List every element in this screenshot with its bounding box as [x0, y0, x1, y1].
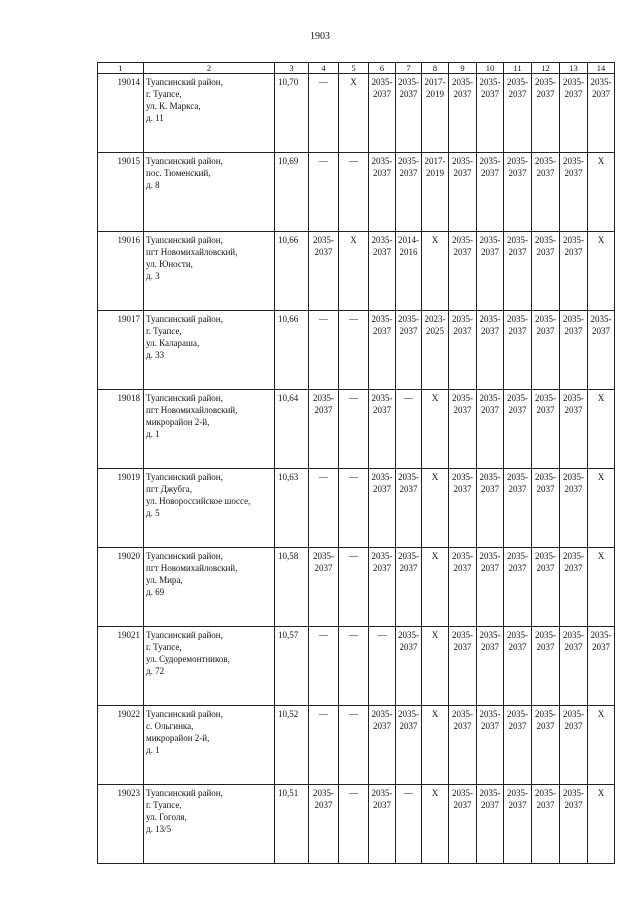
page-number: 1903 [310, 31, 330, 42]
address-cell [144, 627, 275, 706]
table-row [98, 153, 615, 232]
address-line: ул. Юности, [146, 259, 193, 269]
period-cell: 2035-2037 [504, 390, 532, 469]
period-cell: 2035-2037 [588, 627, 615, 706]
period-cell: — [339, 469, 369, 548]
column-header: 8 [422, 63, 449, 74]
period-cell: 2035-2037 [560, 469, 588, 548]
header-row [98, 63, 615, 74]
period-cell: 2035-2037 [477, 785, 504, 864]
period-cell: 2035-2037 [396, 153, 422, 232]
period-cell: 2035-2037 [449, 627, 477, 706]
period-cell: 2035-2037 [477, 153, 504, 232]
area-cell: 10,69 [275, 153, 309, 232]
address-line: г. Туапсе, [146, 326, 182, 336]
table-row [98, 390, 615, 469]
address-line: с. Ольгинка, [146, 721, 194, 731]
address-line: пгт Новомихайловский, [146, 247, 238, 257]
period-cell: — [339, 706, 369, 785]
period-cell: 2035-2037 [449, 311, 477, 390]
register-table [97, 62, 615, 864]
table-row [98, 627, 615, 706]
address-cell [144, 74, 275, 153]
period-cell: 2035-2037 [396, 311, 422, 390]
column-header: 4 [309, 63, 339, 74]
area-cell: 10,57 [275, 627, 309, 706]
period-cell: 2035-2037 [504, 74, 532, 153]
period-cell: 2035-2037 [449, 74, 477, 153]
period-cell: 2035-2037 [369, 390, 396, 469]
column-header: 13 [560, 63, 588, 74]
address-line: д. 3 [146, 271, 160, 281]
period-cell: 2035-2037 [369, 706, 396, 785]
address-line: ул. Гоголя, [146, 812, 187, 822]
period-cell: X [422, 390, 449, 469]
period-cell: — [309, 153, 339, 232]
period-cell: X [588, 469, 615, 548]
table-row [98, 311, 615, 390]
address-line: д. 69 [146, 587, 165, 597]
period-cell: 2035-2037 [477, 469, 504, 548]
row-id: 19014 [98, 74, 144, 153]
period-cell: X [588, 153, 615, 232]
address-line: Туапсинский район, [146, 788, 223, 798]
period-cell: 2035-2037 [477, 232, 504, 311]
period-cell: X [422, 469, 449, 548]
period-cell: 2035-2037 [560, 627, 588, 706]
column-header: 14 [588, 63, 615, 74]
period-cell: — [339, 311, 369, 390]
column-header: 5 [339, 63, 369, 74]
period-cell: X [588, 785, 615, 864]
period-cell: 2035-2037 [504, 232, 532, 311]
address-line: микрорайон 2-й, [146, 733, 210, 743]
table-body [98, 63, 615, 864]
period-cell: 2035-2037 [477, 390, 504, 469]
address-cell [144, 390, 275, 469]
address-line: Туапсинский район, [146, 314, 223, 324]
column-header: 11 [504, 63, 532, 74]
period-cell: 2035-2037 [449, 785, 477, 864]
table-row [98, 74, 615, 153]
address-line: д. 5 [146, 508, 160, 518]
table-row [98, 232, 615, 311]
period-cell: 2035-2037 [477, 311, 504, 390]
period-cell: 2035-2037 [309, 785, 339, 864]
address-line: ул. Мира, [146, 575, 183, 585]
address-line: пгт Новомихайловский, [146, 563, 238, 573]
period-cell: 2035-2037 [477, 706, 504, 785]
period-cell: X [422, 627, 449, 706]
column-header: 1 [98, 63, 144, 74]
period-cell: 2035-2037 [449, 548, 477, 627]
address-line: д. 1 [146, 745, 160, 755]
row-id: 19021 [98, 627, 144, 706]
address-line: ул. Новороссийское шоссе, [146, 496, 251, 506]
address-line: д. 8 [146, 180, 160, 190]
column-header: 7 [396, 63, 422, 74]
row-id: 19023 [98, 785, 144, 864]
table-row [98, 706, 615, 785]
address-line: Туапсинский район, [146, 156, 223, 166]
period-cell: 2035-2037 [504, 469, 532, 548]
table-row [98, 548, 615, 627]
period-cell: X [588, 548, 615, 627]
period-cell: 2035-2037 [560, 74, 588, 153]
row-id: 19016 [98, 232, 144, 311]
period-cell: — [396, 390, 422, 469]
period-cell: 2035-2037 [369, 548, 396, 627]
period-cell: — [309, 311, 339, 390]
period-cell: X [588, 232, 615, 311]
address-cell [144, 232, 275, 311]
area-cell: 10,66 [275, 311, 309, 390]
period-cell: 2035-2037 [504, 548, 532, 627]
address-cell [144, 311, 275, 390]
period-cell: 2017-2019 [422, 74, 449, 153]
period-cell: 2035-2037 [449, 153, 477, 232]
period-cell: 2035-2037 [477, 627, 504, 706]
period-cell: 2023-2025 [422, 311, 449, 390]
period-cell: X [588, 706, 615, 785]
period-cell: — [369, 627, 396, 706]
period-cell: 2014-2016 [396, 232, 422, 311]
period-cell: 2035-2037 [560, 706, 588, 785]
area-cell: 10,70 [275, 74, 309, 153]
address-line: Туапсинский район, [146, 630, 223, 640]
period-cell: 2035-2037 [560, 390, 588, 469]
address-line: д. 33 [146, 350, 165, 360]
period-cell: 2035-2037 [369, 469, 396, 548]
period-cell: — [339, 548, 369, 627]
address-line: г. Туапсе, [146, 642, 182, 652]
period-cell: 2035-2037 [449, 390, 477, 469]
address-cell [144, 706, 275, 785]
period-cell: X [422, 785, 449, 864]
address-line: пгт Джубга, [146, 484, 192, 494]
period-cell: — [339, 153, 369, 232]
period-cell: 2035-2037 [477, 548, 504, 627]
period-cell: 2035-2037 [588, 74, 615, 153]
period-cell: 2035-2037 [560, 311, 588, 390]
address-line: пгт Новомихайловский, [146, 405, 238, 415]
area-cell: 10,64 [275, 390, 309, 469]
period-cell: 2035-2037 [309, 548, 339, 627]
period-cell: 2035-2037 [396, 74, 422, 153]
address-line: микрорайон 2-й, [146, 417, 210, 427]
table-row [98, 469, 615, 548]
period-cell: X [422, 706, 449, 785]
address-line: г. Туапсе, [146, 800, 182, 810]
period-cell: 2035-2037 [449, 469, 477, 548]
address-line: Туапсинский район, [146, 709, 223, 719]
period-cell: 2035-2037 [504, 706, 532, 785]
address-line: д. 1 [146, 429, 160, 439]
address-line: д. 11 [146, 113, 164, 123]
period-cell: — [339, 627, 369, 706]
period-cell: 2035-2037 [532, 311, 560, 390]
period-cell: — [396, 785, 422, 864]
period-cell: X [339, 74, 369, 153]
period-cell: 2035-2037 [588, 311, 615, 390]
row-id: 19017 [98, 311, 144, 390]
address-line: Туапсинский район, [146, 393, 223, 403]
period-cell: 2035-2037 [449, 706, 477, 785]
address-line: д. 13/5 [146, 824, 172, 834]
period-cell: 2035-2037 [532, 706, 560, 785]
row-id: 19022 [98, 706, 144, 785]
period-cell: X [422, 548, 449, 627]
table-row [98, 785, 615, 864]
address-line: Туапсинский район, [146, 235, 223, 245]
period-cell: 2035-2037 [504, 311, 532, 390]
period-cell: — [309, 627, 339, 706]
period-cell: 2035-2037 [504, 785, 532, 864]
period-cell: 2035-2037 [532, 785, 560, 864]
period-cell: 2035-2037 [532, 390, 560, 469]
address-line: ул. Калараша, [146, 338, 200, 348]
address-cell [144, 548, 275, 627]
address-line: ул. К. Маркса, [146, 101, 201, 111]
address-line: ул. Судоремонтников, [146, 654, 230, 664]
address-cell [144, 153, 275, 232]
row-id: 19015 [98, 153, 144, 232]
row-id: 19018 [98, 390, 144, 469]
period-cell: 2035-2037 [504, 627, 532, 706]
period-cell: 2017-2019 [422, 153, 449, 232]
period-cell: 2035-2037 [396, 627, 422, 706]
address-cell [144, 469, 275, 548]
period-cell: — [309, 469, 339, 548]
period-cell: 2035-2037 [532, 469, 560, 548]
column-header: 2 [144, 63, 275, 74]
period-cell: 2035-2037 [309, 390, 339, 469]
column-header: 3 [275, 63, 309, 74]
period-cell: 2035-2037 [396, 548, 422, 627]
period-cell: X [422, 232, 449, 311]
period-cell: X [588, 390, 615, 469]
area-cell: 10,51 [275, 785, 309, 864]
address-line: Туапсинский район, [146, 77, 223, 87]
period-cell: — [309, 74, 339, 153]
period-cell: — [309, 706, 339, 785]
period-cell: 2035-2037 [369, 785, 396, 864]
address-line: д. 72 [146, 666, 165, 676]
address-line: г. Туапсе, [146, 89, 182, 99]
period-cell: 2035-2037 [396, 469, 422, 548]
period-cell: X [339, 232, 369, 311]
row-id: 19020 [98, 548, 144, 627]
period-cell: 2035-2037 [369, 153, 396, 232]
period-cell: 2035-2037 [396, 706, 422, 785]
period-cell: 2035-2037 [532, 627, 560, 706]
period-cell: 2035-2037 [532, 548, 560, 627]
area-cell: 10,52 [275, 706, 309, 785]
period-cell: 2035-2037 [560, 548, 588, 627]
column-header: 9 [449, 63, 477, 74]
area-cell: 10,63 [275, 469, 309, 548]
period-cell: 2035-2037 [477, 74, 504, 153]
period-cell: 2035-2037 [449, 232, 477, 311]
period-cell: 2035-2037 [309, 232, 339, 311]
period-cell: — [339, 390, 369, 469]
address-line: Туапсинский район, [146, 472, 223, 482]
address-cell [144, 785, 275, 864]
period-cell: 2035-2037 [532, 153, 560, 232]
column-header: 6 [369, 63, 396, 74]
period-cell: 2035-2037 [504, 153, 532, 232]
period-cell: 2035-2037 [532, 74, 560, 153]
period-cell: 2035-2037 [560, 153, 588, 232]
period-cell: 2035-2037 [369, 311, 396, 390]
area-cell: 10,58 [275, 548, 309, 627]
column-header: 12 [532, 63, 560, 74]
period-cell: 2035-2037 [369, 232, 396, 311]
address-line: пос. Тюменский, [146, 168, 211, 178]
period-cell: 2035-2037 [560, 232, 588, 311]
column-header: 10 [477, 63, 504, 74]
address-line: Туапсинский район, [146, 551, 223, 561]
area-cell: 10,66 [275, 232, 309, 311]
row-id: 19019 [98, 469, 144, 548]
period-cell: — [339, 785, 369, 864]
period-cell: 2035-2037 [560, 785, 588, 864]
period-cell: 2035-2037 [532, 232, 560, 311]
period-cell: 2035-2037 [369, 74, 396, 153]
